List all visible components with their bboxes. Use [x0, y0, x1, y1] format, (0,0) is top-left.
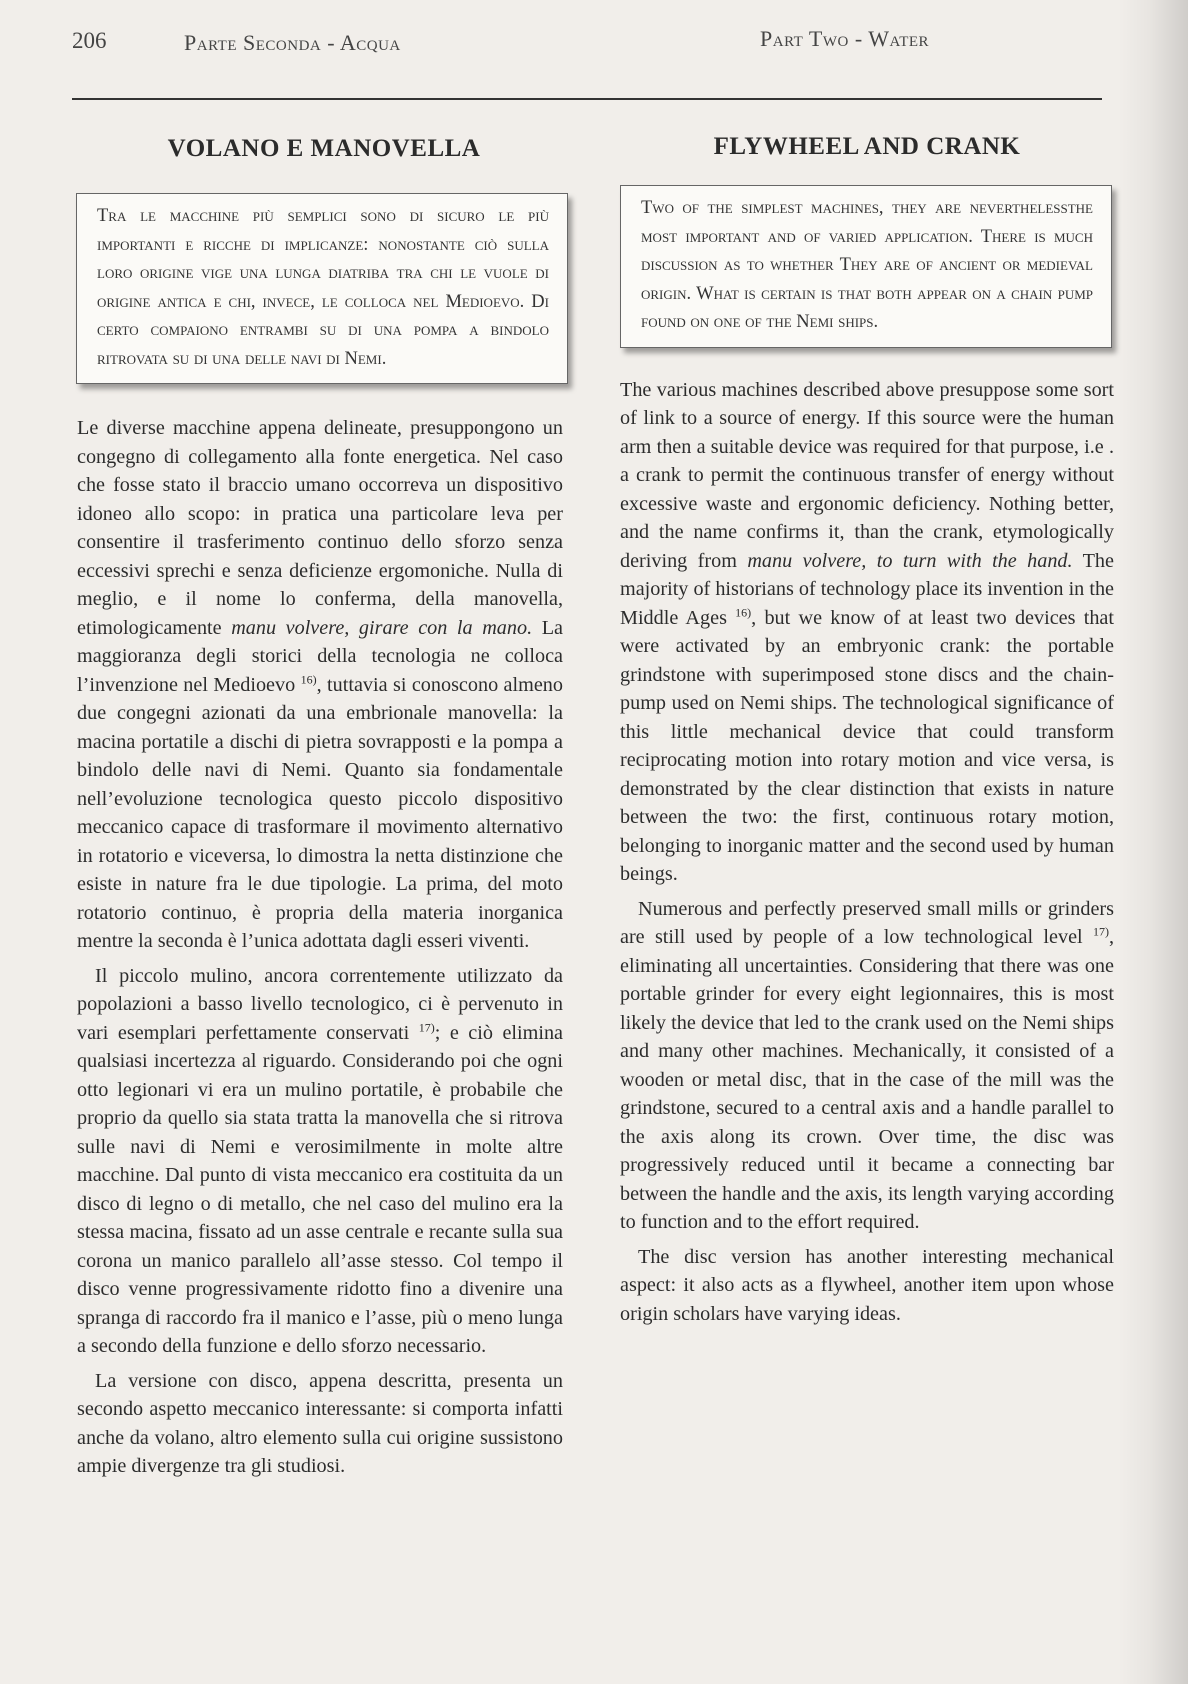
english-paragraph-3: The disc version has another interesting mechanical aspect: it also acts as a flywheel, another item upon whose origin scholars have varying ideas.	[620, 1245, 1114, 1325]
english-column	[620, 135, 1114, 1334]
page-number: 206	[72, 28, 107, 53]
footnote-ref-16: 16)	[735, 604, 752, 619]
italian-paragraph-2: Il piccolo mulino, ancora correntemente utilizzato da popolazioni a basso livello tecnologico, ci è pervenuto in vari esemplari perfettamente conservati $^{17)}$; e ciò elimina qualsiasi incertezza al riguardo. Considerando poi che ogni otto legionari vi era un mulino portatile, è probabile che proprio da quello sia stata tratta la manovella che si ritrova sulle navi di Nemi e verosimilmente in molte altre macchine. Dal punto di vista meccanico era costituita da un disco di legno o di metallo, che nel caso del mulino era la stessa macina, fissato ad un asse centrale e recante sulla sua corona un manico parallelo all’asse stesso. Col tempo il disco venne progressivamente ridotto fino a divenire una spranga di raccordo fra il manico e l’asse, più o meno lunga a secondo della funzione e dello sforzo necessario.	[77, 964, 563, 1357]
english-paragraph-1: The various machines described above presuppose some sort of link to a source of energy. If this source were the human arm then a suitable device was required for that purpose, i.e . a crank to permit the continuous transfer of energy without excessive waste and ergonomic deficiency. Nothing better, and the name confirms it, than the crank, etymologically deriving from manu volvere, to turn with the hand. The majority of historians of technology place its invention in the Middle Ages $^{16)}$, but we know of at least two devices that were activated by an embryonic crank: the portable grindstone with superimposed stone discs and the chain-pump used on Nemi ships. The technological significance of this little mechanical device that could transform reciprocating motion into rotary motion and vice versa, is demonstrated by the clear distinction that exists in nature between the two: the first, continuous rotary motion, belonging to inorganic matter and the second used by human beings.	[620, 378, 1114, 885]
italian-column	[77, 135, 571, 1487]
italian-paragraph-3: La versione con disco, appena descritta, presenta un secondo aspetto meccanico interessante: si comporta infatti anche da volano, altro elemento sulla cui origine sussistono ampie divergenze tra gli studiosi.	[77, 1369, 563, 1477]
running-header	[72, 26, 1102, 60]
english-body	[620, 376, 1114, 1329]
italian-paragraph-1: Le diverse macchine appena delineate, presuppongono un congegno di collegamento alla fonte energetica. Nel caso che fosse stato il braccio umano occorreva un dispositivo idoneo allo scopo: in pratica una particolare leva per consentire il trasferimento continuo dello sforzo senza eccessivi sprechi e senza deficienze ergomoniche. Nulla di meglio, e il nome lo conferma, della manovella, etimologicamente manu volvere, girare con la mano. La maggioranza degli storici della tecnologia ne colloca l’invenzione nel Medioevo $^{16)}$, tuttavia si conoscono almeno due congegni azionati da una embrionale manovella: la macina portatile a dischi di pietra sovrapposti e la pompa a bindolo delle navi di Nemi. Quanto sia fondamentale nell’evoluzione tecnologica questo piccolo dispositivo meccanico capace di trasformare il movimento alternativo in rotatorio e viceversa, lo dimostra la netta distinzione che esiste in nature fra le due tipologie. La prima, del moto rotatorio continuo, è propria della materia inorganica mentre la seconda è l’unica adottata dagli esseri viventi.	[77, 417, 563, 952]
footnote-ref-17: 17)	[1092, 924, 1109, 939]
page-edge-shadow	[1118, 0, 1188, 1684]
header-left-title: Parte Seconda - Acqua	[184, 30, 401, 55]
english-abstract-box: Two of the simplest machines, they are neverthelessthe most important and of varied application. There is much discussion as to whether They are of ancient or medieval origin. What is certain is that both appear on a chain pump found on one of the Nemi ships.	[620, 185, 1112, 348]
english-etymology: manu volvere, to turn with the hand.	[747, 549, 1073, 572]
footnote-ref-16: 16)	[300, 671, 317, 686]
footnote-ref-17: 17)	[418, 1019, 435, 1034]
italian-body	[77, 414, 563, 1481]
header-rule	[72, 98, 1102, 100]
english-paragraph-2: Numerous and perfectly preserved small mills or grinders are still used by people of a low technological level $^{17)}$, eliminating all uncertainties. Considering that there was one portable grinder for every eight legionnaires, this is most likely the device that led to the crank used on the Nemi ships and many other machines. Mechanically, it consisted of a wooden or metal disc, that in the case of the mill was the grindstone, secured to a central axis and a handle parallel to the axis along its crown. Over time, the disc was progressively reduced until it became a connecting bar between the handle and the axis, its length varying according to function and to the effort required.	[620, 897, 1114, 1233]
italian-abstract-box: Tra le macchine più semplici sono di sicuro le più importanti e ricche di implicanze: nonostante ciò sulla loro origine vige una lunga diatriba tra chi le vuole di origine antica e chi, invece, le colloca nel Medioevo. Di certo compaiono entrambi su di una pompa a bindolo ritrovata su di una delle navi di Nemi.	[76, 193, 568, 384]
english-title: FLYWHEEL AND CRANK	[713, 133, 1021, 160]
italian-title: VOLANO E MANOVELLA	[167, 135, 481, 162]
header-right-title: Part Two - Water	[760, 26, 930, 51]
italian-etymology: manu volvere, girare con la mano.	[231, 616, 533, 639]
